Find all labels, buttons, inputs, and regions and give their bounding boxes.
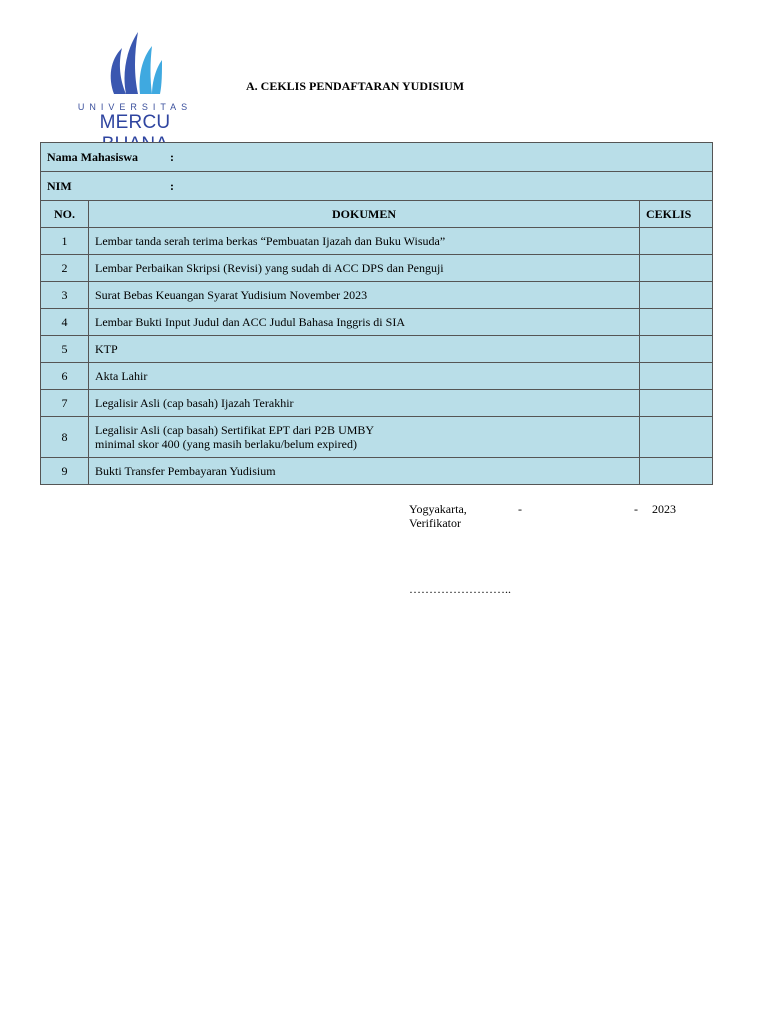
nama-label: Nama Mahasiswa	[47, 149, 139, 164]
row-dokumen: KTP	[89, 336, 640, 363]
logo-univ-text: UNIVERSITAS	[77, 102, 193, 112]
table-row	[41, 363, 713, 390]
row-ceklis-cell[interactable]	[640, 363, 713, 390]
signature-year: 2023	[652, 502, 676, 516]
row-dokumen: Legalisir Asli (cap basah) Ijazah Terakhir	[89, 390, 640, 417]
university-logo	[64, 28, 206, 132]
row-dokumen: Akta Lahir	[89, 363, 640, 390]
row-no: 8	[41, 417, 89, 458]
row-ceklis-cell[interactable]	[640, 458, 713, 485]
row-dokumen-line2: minimal skor 400 (yang masih berlaku/belum expired)	[95, 437, 357, 451]
signature-dots: ……………………..	[409, 582, 511, 596]
row-no: 6	[41, 363, 89, 390]
header-no: NO.	[41, 201, 89, 228]
row-no: 4	[41, 309, 89, 336]
signature-dash-2: -	[634, 502, 638, 516]
table-row	[41, 390, 713, 417]
row-dokumen: Surat Bebas Keuangan Syarat Yudisium November 2023	[89, 282, 640, 309]
header-row	[41, 201, 713, 228]
logo-flame-icon	[104, 28, 166, 100]
table-row	[41, 255, 713, 282]
nama-row	[41, 143, 713, 172]
row-ceklis-cell[interactable]	[640, 336, 713, 363]
header-ceklis: CEKLIS	[640, 201, 713, 228]
table-row	[41, 417, 713, 458]
logo-name-text: MERCU	[99, 112, 171, 133]
row-ceklis-cell[interactable]	[640, 390, 713, 417]
row-ceklis-cell[interactable]	[640, 309, 713, 336]
row-no: 7	[41, 390, 89, 417]
table-row	[41, 458, 713, 485]
row-ceklis-cell[interactable]	[640, 417, 713, 458]
row-ceklis-cell[interactable]	[640, 255, 713, 282]
nim-label: NIM	[47, 178, 72, 193]
signature-city: Yogyakarta,	[409, 502, 467, 516]
row-ceklis-cell[interactable]	[640, 282, 713, 309]
table-row	[41, 309, 713, 336]
row-no: 3	[41, 282, 89, 309]
row-dokumen-line1: Legalisir Asli (cap basah) Sertifikat EPT dari P2B UMBY	[95, 423, 375, 437]
header-dokumen: DOKUMEN	[89, 201, 640, 228]
row-dokumen: Lembar Perbaikan Skripsi (Revisi) yang sudah di ACC DPS dan Penguji	[89, 255, 640, 282]
row-ceklis-cell[interactable]	[640, 228, 713, 255]
table-row	[41, 336, 713, 363]
nim-field[interactable]	[41, 172, 713, 201]
row-no: 9	[41, 458, 89, 485]
table-row	[41, 228, 713, 255]
nama-field[interactable]	[41, 143, 713, 172]
row-dokumen	[89, 417, 640, 458]
row-no: 2	[41, 255, 89, 282]
checklist-table	[40, 142, 713, 485]
row-dokumen: Lembar tanda serah terima berkas “Pembuatan Ijazah dan Buku Wisuda”	[89, 228, 640, 255]
row-no: 1	[41, 228, 89, 255]
nim-colon: :	[170, 178, 174, 193]
row-dokumen: Lembar Bukti Input Judul dan ACC Judul Bahasa Inggris di SIA	[89, 309, 640, 336]
page-title: A. CEKLIS PENDAFTARAN YUDISIUM	[246, 79, 465, 93]
table-row	[41, 282, 713, 309]
row-dokumen: Bukti Transfer Pembayaran Yudisium	[89, 458, 640, 485]
nim-row	[41, 172, 713, 201]
nama-colon: :	[170, 149, 174, 164]
signature-role: Verifikator	[409, 516, 461, 530]
signature-dash-1: -	[518, 502, 522, 516]
row-no: 5	[41, 336, 89, 363]
